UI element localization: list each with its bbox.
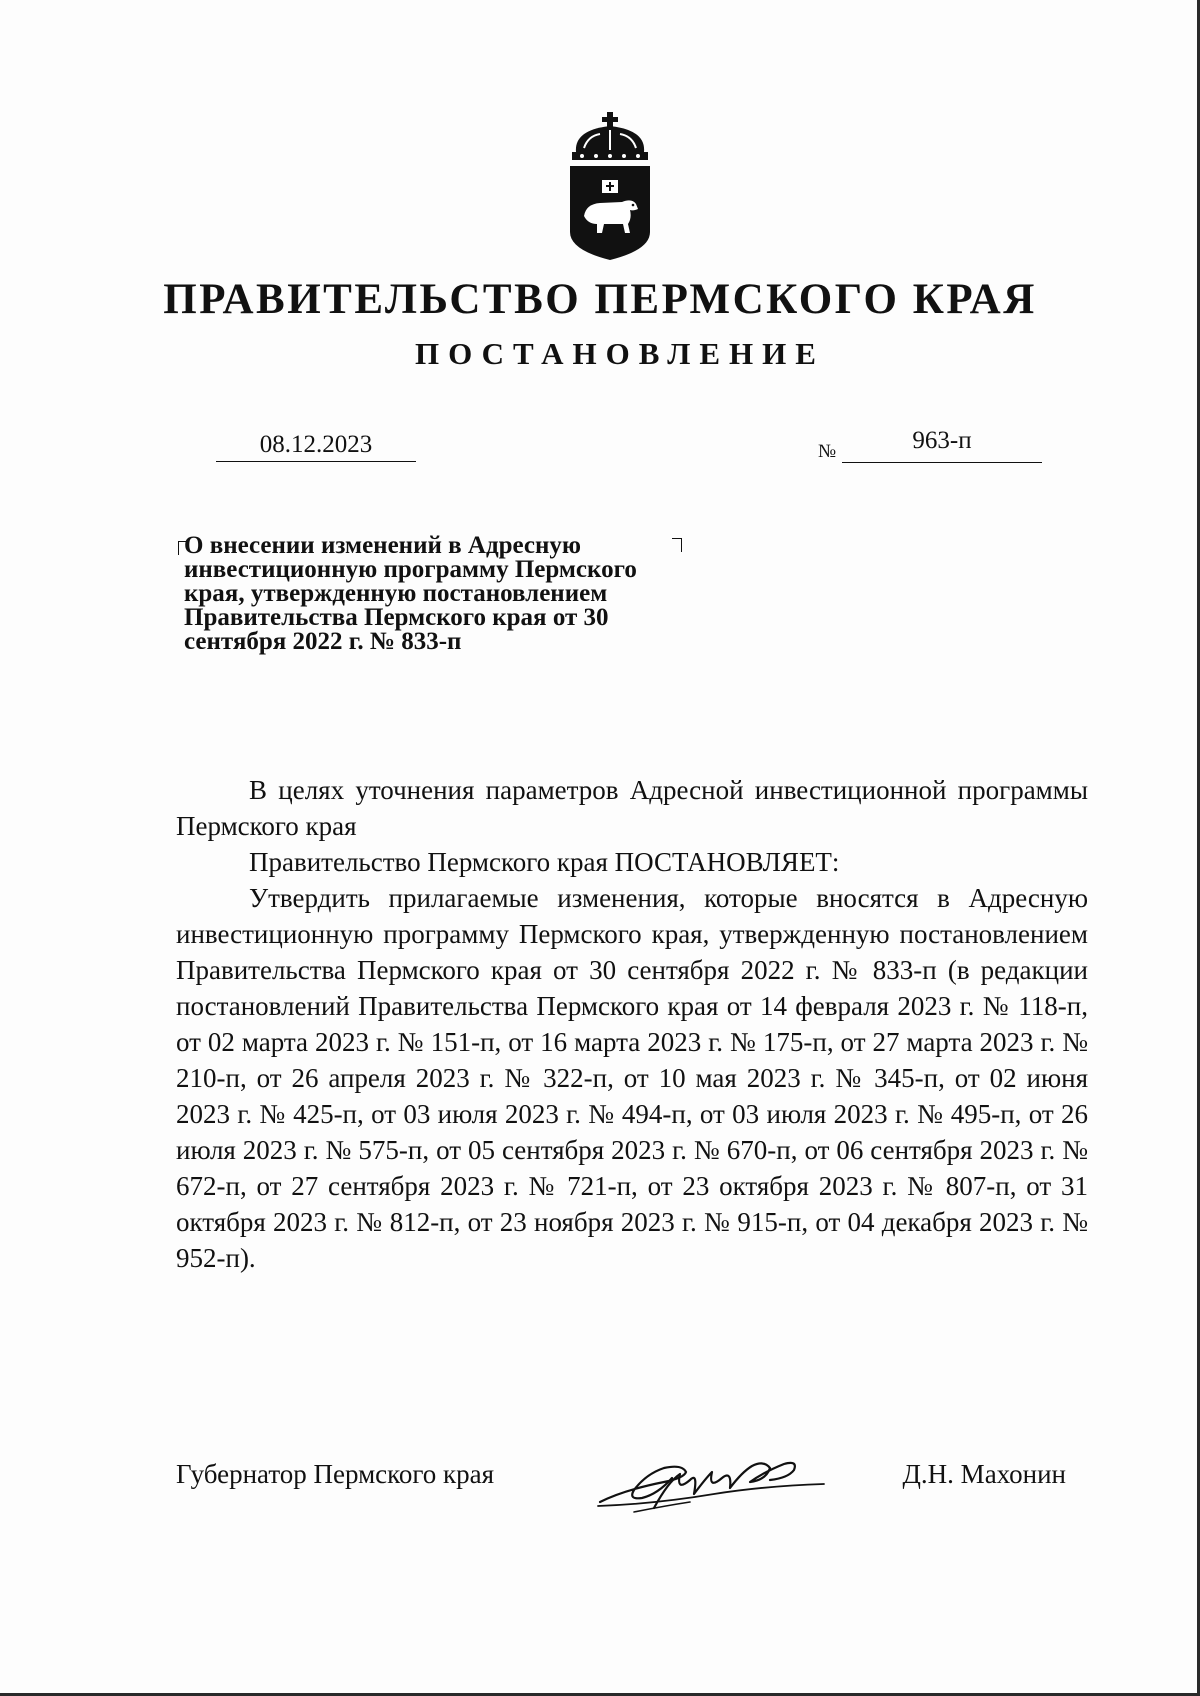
document-subject: О внесении изменений в Адресную инвестиционную программу Пермского края, утвержденную постановлением Правительства Пермского края от 30 сентября 2022 г. № 833-п [184, 532, 637, 655]
body-paragraph-approval: Утвердить прилагаемые изменения, которые вносятся в Адресную инвестиционную программу Пермского края, утвержденную постановлением Правительства Пермского края от 30 сентября 2022 г. № 833-п (в редакции постановлений Правительства Пермского края от 14 февраля 2023 г. № 118-п, от 02 марта 2023 г. № 151-п, от 16 марта 2023 г. № 175-п, от 27 марта 2023 г. № 210-п, от 26 апреля 2023 г. № 322-п, от 10 мая 2023 г. № 345-п, от 02 июня 2023 г. № 425-п, от 03 июля 2023 г. № 494-п, от 03 июля 2023 г. № 495-п, от 26 июля 2023 г. № 575-п, от 05 сентября 2023 г. № 670-п, от 06 сентября 2023 г. № 672-п, от 27 сентября 2023 г. № 721-п, от 23 октября 2023 г. № 807-п, от 31 октября 2023 г. № 812-п, от 23 ноября 2023 г. № 915-п, от 04 декабря 2023 г. № 952-п). [176, 883, 1088, 1273]
document-body [176, 772, 1088, 1276]
body-paragraph-purpose: В целях уточнения параметров Адресной инвестиционной программы Пермского края [176, 775, 1088, 841]
signatory-position: Губернатор Пермского края [176, 1459, 495, 1489]
document-date: 08.12.2023 [216, 428, 416, 462]
signature-block [176, 1456, 1088, 1526]
organization-title: ПРАВИТЕЛЬСТВО ПЕРМСКОГО КРАЯ [163, 276, 1037, 323]
perm-krai-coat-of-arms-icon [566, 112, 654, 262]
signatory-name: Д.Н. Махонин [902, 1459, 1066, 1489]
subject-corner-right [672, 538, 682, 552]
document-type: ПОСТАНОВЛЕНИЕ [415, 336, 825, 371]
document-number: 963-п [842, 426, 1042, 463]
number-label: № [818, 441, 837, 462]
handwritten-signature-icon [594, 1442, 834, 1522]
body-paragraph-decree: Правительство Пермского края ПОСТАНОВЛЯЕТ: [249, 847, 840, 877]
